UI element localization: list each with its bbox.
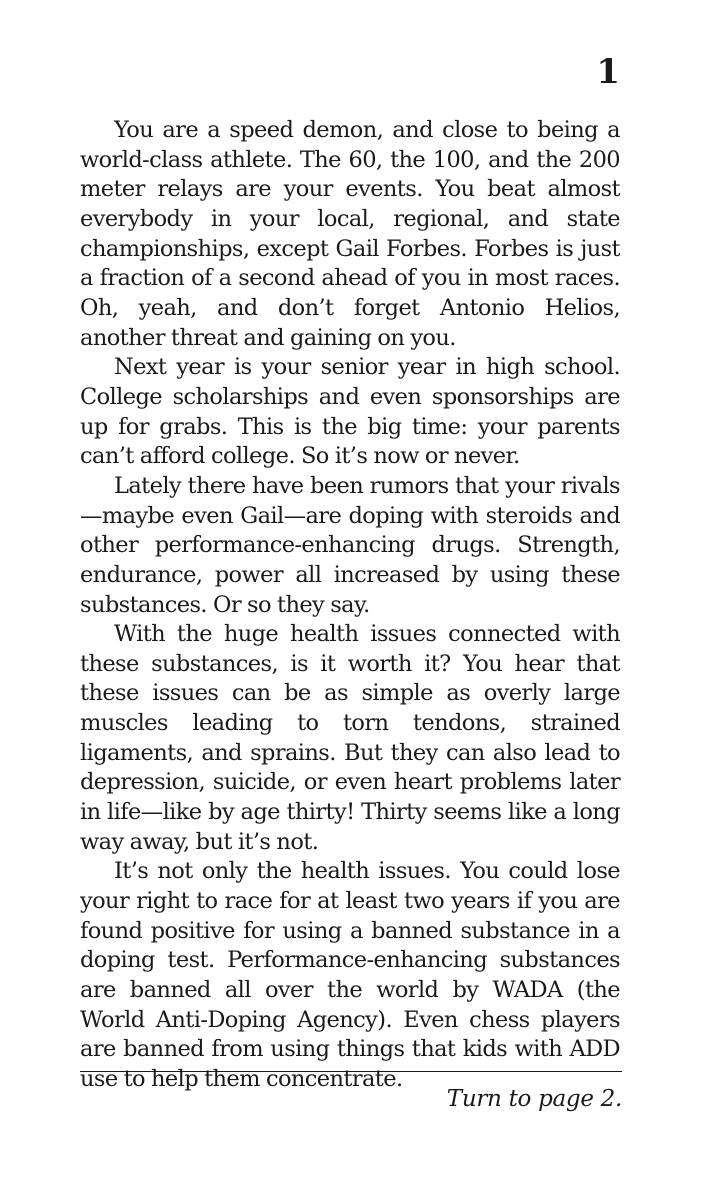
turn-to-page-link[interactable]: Turn to page 2. <box>446 1086 622 1112</box>
paragraph: With the huge health issues connected with these substances, is it worth it? You hear that these issues can be as simple as overly large muscles leading to torn tendons, strained ligaments, and sprains. But they can also lead to depression, suicide, or even heart problems later in life—like by age thirty! Thirty seems like a long way away, but it’s not. <box>80 621 620 855</box>
paragraph: You are a speed demon, and close to being a world-class athlete. The 60, the 100, and the 200 meter relays are your events. You beat almost everybody in your local, regional, and state championships, except Gail Forbes. Forbes is just a fraction of a second ahead of you in most races. Oh, yeah, and don’t forget Antonio Helios, another threat and gaining on you. <box>80 117 620 351</box>
page-number: 1 <box>596 52 620 92</box>
paragraph: Lately there have been rumors that your rivals—maybe even Gail—are doping with steroids and other performance-enhancing drugs. Strength, endurance, power all increased by using these substances. Or so they say. <box>80 472 620 618</box>
paragraph: Next year is your senior year in high school. College scholarships and even sponsorships are up for grabs. This is the big time: your parents can’t afford college. So it’s now or never. <box>80 354 620 470</box>
footer-divider <box>80 1071 622 1072</box>
paragraph: It’s not only the health issues. You could lose your right to race for at least two years if you are found positive for using a banned substance in a doping test. Performance-enhancing substances are banned all over the world by WADA (the World Anti-Doping Agency). Even chess players are banned from using things that kids with ADD use to help them concentrate. <box>80 858 620 1092</box>
story-body <box>80 116 620 1095</box>
